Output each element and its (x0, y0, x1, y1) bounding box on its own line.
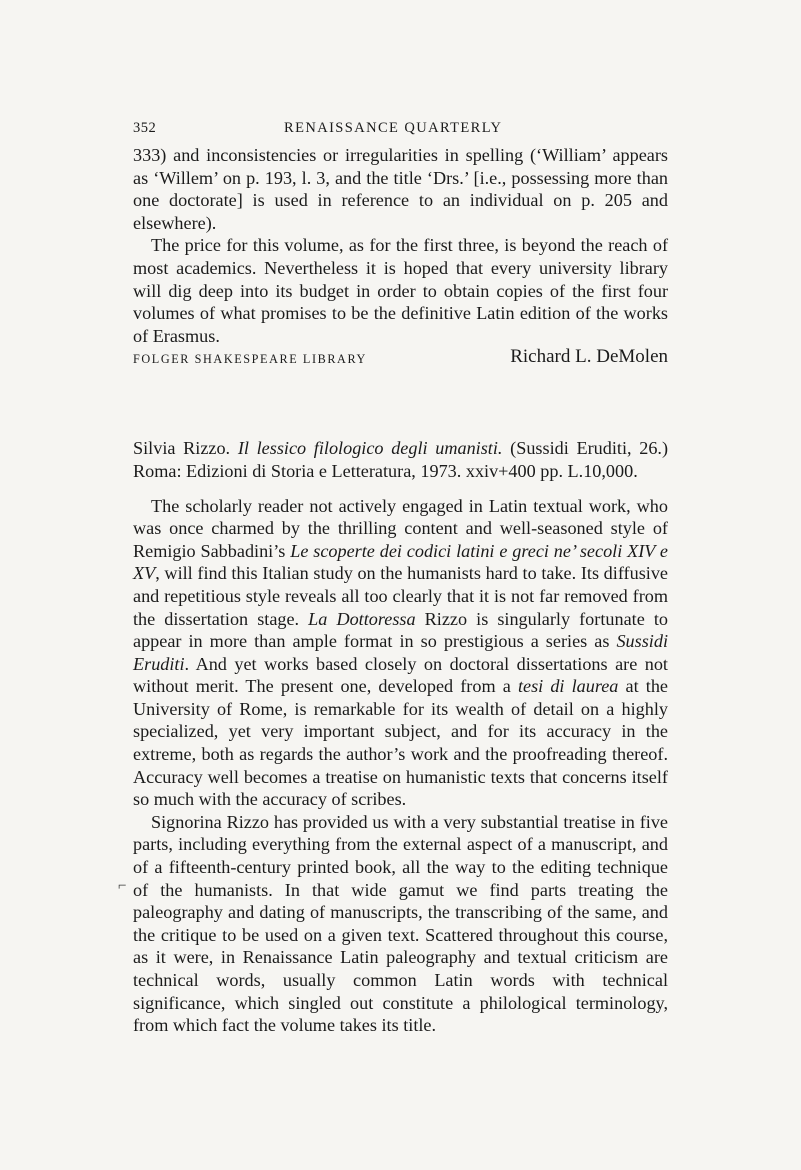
margin-mark-icon: ⌐ (118, 878, 127, 894)
journal-title: RENAISSANCE QUARTERLY (284, 120, 503, 136)
page (133, 120, 668, 1037)
reviewer-name: Richard L. DeMolen (510, 346, 668, 368)
book-citation (133, 437, 668, 482)
review-text: . And yet works based closely on doctoral dissertations are not without merit. The present one, developed from a (133, 653, 668, 697)
previous-review-continuation: 333) and inconsistencies or irregularities in spelling (‘William’ appears as ‘Willem’ on p. 193, l. 3, and the title ‘Drs.’ [i.e., possessing more than one doctorate] is used in reference to an individual on p. 205 and elsewhere). (133, 145, 668, 233)
page-number: 352 (133, 120, 157, 136)
series-name: Sussidi Eruditi (133, 631, 668, 674)
book-title: Il lessico filologico degli umanisti. (237, 438, 503, 459)
review-text: at the University of Rome, is remarkable for its wealth of detail on a highly specialized, yet very important subject, and for its accuracy in the extreme, both as regards the author’s work and the proofreading thereof. Accuracy well becomes a treatise on humanistic texts that concerns itself so much with the accuracy of scribes. (133, 676, 668, 810)
book-series: (Sussidi Eruditi, 26.) (510, 438, 669, 459)
signature-row (133, 347, 668, 373)
book-author: Silvia Rizzo. (133, 438, 231, 459)
review-text: Rizzo is singularly fortunate to appear in more than ample format in so prestigious a series as (133, 608, 668, 652)
review-paragraph-1 (133, 495, 668, 811)
book-publication: Roma: Edizioni di Storia e Letteratura, 1973. xxiv+400 pp. L.10,000. (133, 460, 638, 481)
tesi-di-laurea: tesi di laurea (517, 676, 619, 697)
review-text: , will find this Italian study on the humanists hard to take. Its diffusive and repetitious style reveals all too clearly that it is not far removed from the dissertation stage. (133, 563, 668, 629)
reviewer-affiliation: FOLGER SHAKESPEARE LIBRARY (133, 352, 367, 367)
review-paragraph-2: Signorina Rizzo has provided us with a very substantial treatise in five parts, including everything from the external aspect of a manuscript, and of a fifteenth-century printed book, all the way to the editing technique of the humanists. In that wide gamut we find parts treating the paleography and dating of manuscripts, the transcribing of the same, and the critique to be used on a given text. Scattered throughout this course, as it were, in Renaissance Latin paleography and textual criticism are technical words, usually common Latin words with technical significance, which singled out constitute a philological terminology, from which fact the volume takes its title. (133, 811, 668, 1036)
dottoressa: La Dottoressa (308, 608, 416, 629)
previous-review-closing: The price for this volume, as for the first three, is beyond the reach of most academics. Nevertheless it is hoped that every university library will dig deep into its budget in order to obtain copies of the first four volumes of what promises to be the definitive Latin edition of the works of Erasmus. (133, 235, 668, 346)
sabbadini-title: Le scoperte dei codici latini e greci ne’ secoli XIV e XV (133, 540, 668, 584)
review-text: The scholarly reader not actively engaged in Latin textual work, who was once charmed by the thrilling content and well-seasoned style of Remigio Sabbadini’s (133, 495, 668, 561)
running-head (133, 120, 668, 144)
